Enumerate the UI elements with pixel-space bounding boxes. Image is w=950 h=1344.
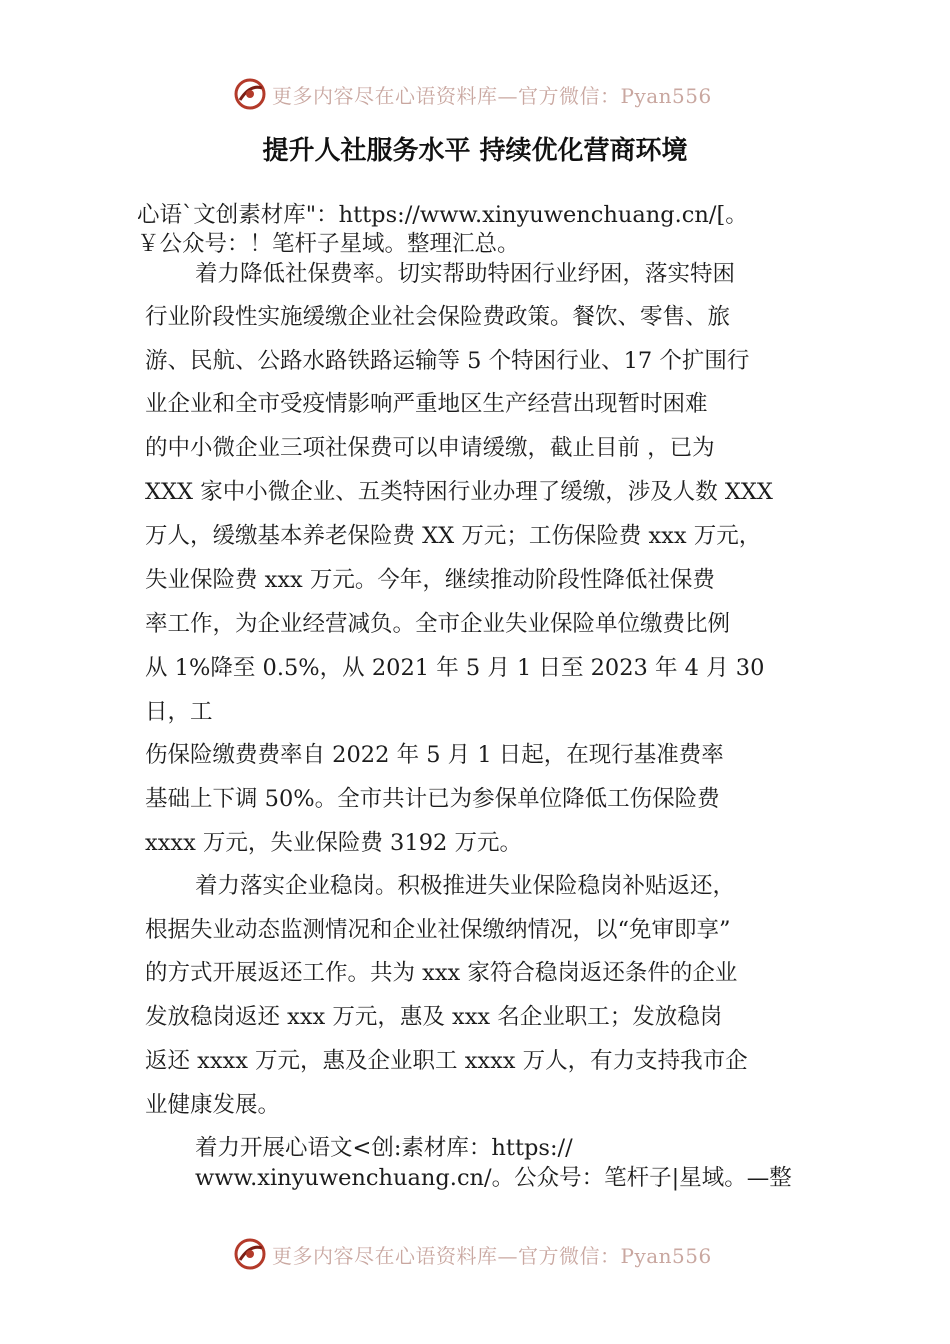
body-line: 心语`文创素材库"：https://www.xinyuwenchuang.cn/[。 xyxy=(137,202,748,228)
body-line: XXX 家中小微企业、五类特困行业办理了缓缴，涉及人数 XXX xyxy=(145,479,773,505)
body-line: 万人，缓缴基本养老保险费 XX 万元；工伤保险费 xxx 万元， xyxy=(145,523,762,549)
body-line: 业健康发展。 xyxy=(145,1092,281,1118)
body-line: 日，工 xyxy=(145,699,213,725)
document-title: 提升人社服务水平 持续优化营商环境 xyxy=(262,136,688,166)
footer-banner xyxy=(232,1234,712,1274)
footer-banner-text: 更多内容尽在心语资料库—官方微信：Pyan556 xyxy=(272,1243,712,1268)
logo-icon xyxy=(232,1236,268,1272)
body-line: xxxx 万元，失业保险费 3192 万元。 xyxy=(145,830,522,856)
body-line: 游、民航、公路水路铁路运输等 5 个特困行业、17 个扩围行 xyxy=(145,348,750,374)
body-line: 的方式开展返还工作。共为 xxx 家符合稳岗返还条件的企业 xyxy=(145,960,738,986)
body-line: 伤保险缴费费率自 2022 年 5 月 1 日起，在现行基准费率 xyxy=(145,742,724,768)
body-line: 着力落实企业稳岗。积极推进失业保险稳岗补贴返还， xyxy=(195,873,736,899)
body-line: 率工作，为企业经营减负。全市企业失业保险单位缴费比例 xyxy=(145,611,731,637)
body-line: 失业保险费 xxx 万元。今年，继续推动阶段性降低社保费 xyxy=(145,567,715,593)
body-line: www.xinyuwenchuang.cn/。公众号：笔杆子|星域。—整 xyxy=(195,1165,792,1191)
body-line: 从 1%降至 0.5%，从 2021 年 5 月 1 日至 2023 年 4 月 30 xyxy=(145,655,765,681)
body-line: 发放稳岗返还 xxx 万元，惠及 xxx 名企业职工；发放稳岗 xyxy=(145,1004,723,1030)
body-line: 着力开展心语文<创:素材库：https:// xyxy=(195,1135,573,1161)
body-line: 返还 xxxx 万元，惠及企业职工 xxxx 万人，有力支持我市企 xyxy=(145,1048,748,1074)
header-banner xyxy=(232,74,712,114)
body-line: 基础上下调 50%。全市共计已为参保单位降低工伤保险费 xyxy=(145,786,720,812)
body-line: ￥公众号：！笔杆子星域。整理汇总。 xyxy=(137,231,520,257)
body-line: 的中小微企业三项社保费可以申请缓缴，截止目前 ，已为 xyxy=(145,435,715,461)
header-banner-text: 更多内容尽在心语资料库—官方微信：Pyan556 xyxy=(272,83,712,108)
body-line: 业企业和全市受疫情影响严重地区生产经营出现暂时困难 xyxy=(145,391,708,417)
body-line: 行业阶段性实施缓缴企业社会保险费政策。餐饮、零售、旅 xyxy=(145,304,731,330)
body-line: 着力降低社保费率。切实帮助特困行业纾困，落实特困 xyxy=(195,261,736,287)
logo-icon xyxy=(232,76,268,112)
body-line: 根据失业动态监测情况和企业社保缴纳情况，以“免审即享” xyxy=(145,917,731,943)
